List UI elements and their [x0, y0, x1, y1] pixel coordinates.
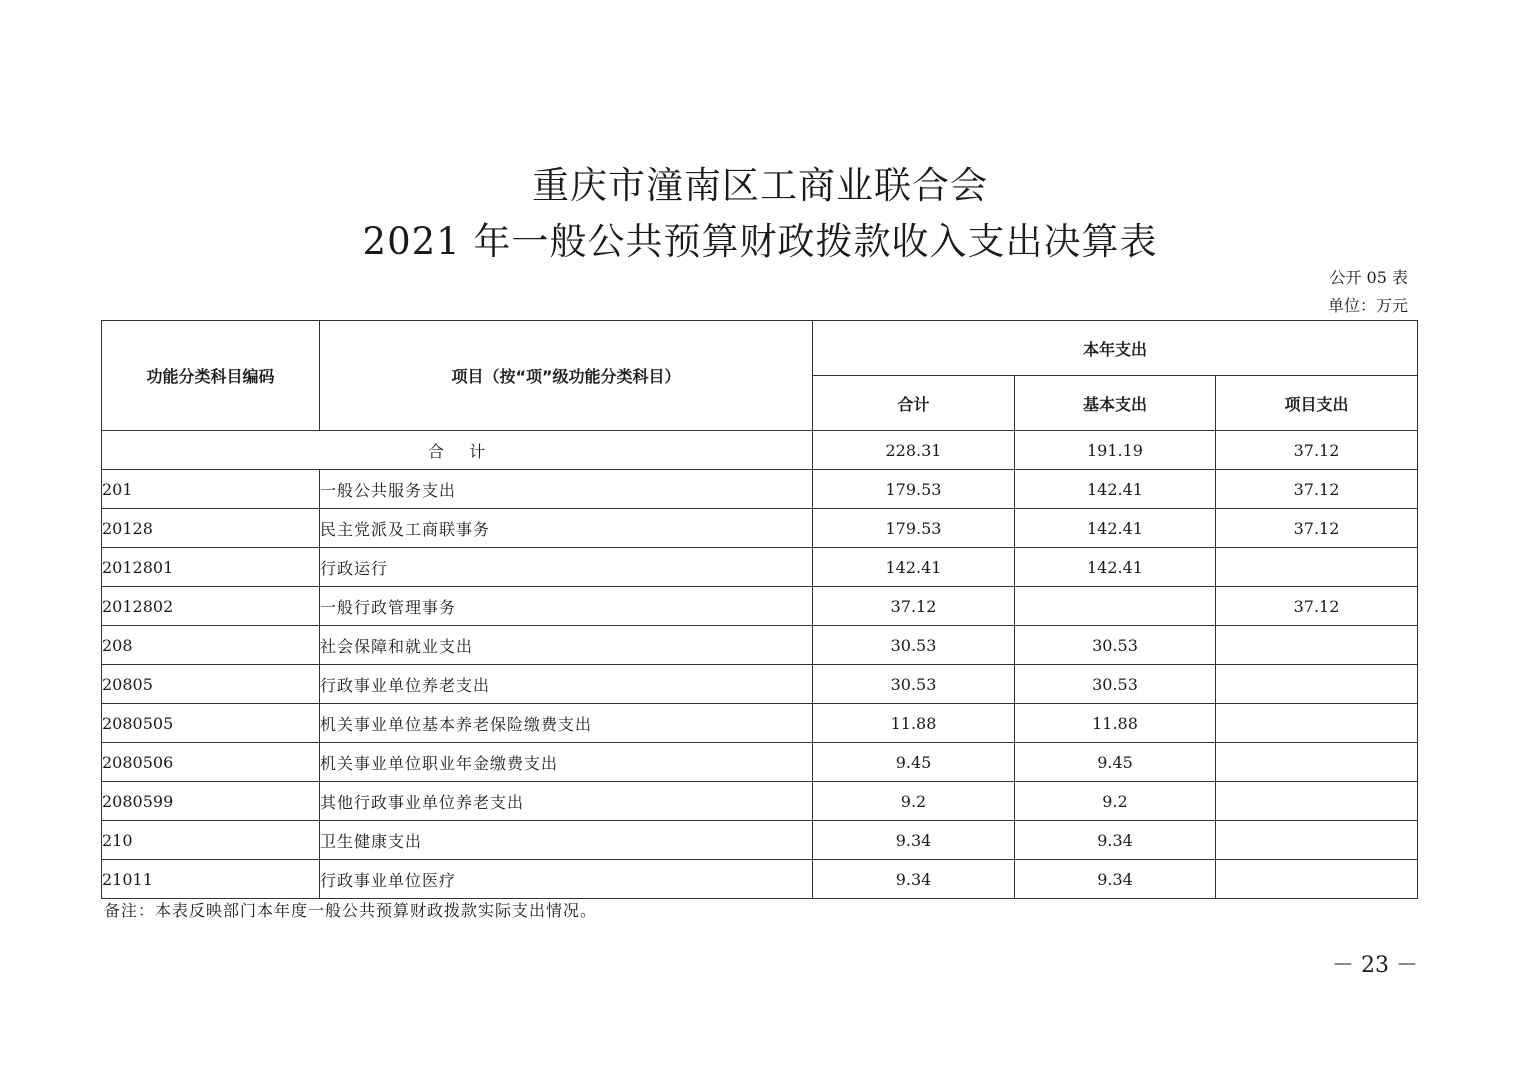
cell-code: 2080599 [102, 782, 320, 821]
cell-item-name: 卫生健康支出 [320, 821, 813, 860]
header-total: 合计 [813, 376, 1015, 431]
cell-project [1216, 743, 1418, 782]
total-total: 228.31 [813, 431, 1015, 470]
total-row [102, 431, 1418, 470]
cell-project [1216, 665, 1418, 704]
cell-code: 2080505 [102, 704, 320, 743]
cell-item-name: 其他行政事业单位养老支出 [320, 782, 813, 821]
total-label: 合 计 [102, 431, 813, 470]
cell-project [1216, 782, 1418, 821]
cell-project: 37.12 [1216, 470, 1418, 509]
cell-item-name: 一般公共服务支出 [320, 470, 813, 509]
table-row [102, 704, 1418, 743]
cell-item-name: 民主党派及工商联事务 [320, 509, 813, 548]
header-basic-expenditure: 基本支出 [1015, 376, 1216, 431]
cell-basic: 30.53 [1015, 665, 1216, 704]
cell-code: 20128 [102, 509, 320, 548]
cell-project: 37.12 [1216, 509, 1418, 548]
cell-basic: 9.2 [1015, 782, 1216, 821]
cell-code: 2012802 [102, 587, 320, 626]
cell-total: 37.12 [813, 587, 1015, 626]
table-row [102, 548, 1418, 587]
cell-code: 21011 [102, 860, 320, 899]
cell-basic: 142.41 [1015, 548, 1216, 587]
table-row [102, 665, 1418, 704]
cell-total: 30.53 [813, 665, 1015, 704]
table-row [102, 821, 1418, 860]
table-row [102, 470, 1418, 509]
cell-item-name: 一般行政管理事务 [320, 587, 813, 626]
table-row [102, 860, 1418, 899]
table-row [102, 626, 1418, 665]
cell-total: 179.53 [813, 509, 1015, 548]
cell-basic: 9.34 [1015, 821, 1216, 860]
total-basic: 191.19 [1015, 431, 1216, 470]
cell-code: 201 [102, 470, 320, 509]
cell-total: 30.53 [813, 626, 1015, 665]
total-project: 37.12 [1216, 431, 1418, 470]
cell-total: 11.88 [813, 704, 1015, 743]
budget-table [101, 320, 1418, 899]
cell-code: 2080506 [102, 743, 320, 782]
cell-code: 20805 [102, 665, 320, 704]
cell-item-name: 行政事业单位医疗 [320, 860, 813, 899]
cell-basic: 11.88 [1015, 704, 1216, 743]
cell-basic: 142.41 [1015, 509, 1216, 548]
cell-total: 9.34 [813, 860, 1015, 899]
table-row [102, 509, 1418, 548]
document-title: 重庆市潼南区工商业联合会 [532, 164, 988, 207]
footnote: 备注：本表反映部门本年度一般公共预算财政拨款实际支出情况。 [104, 901, 598, 920]
header-code: 功能分类科目编码 [102, 321, 320, 431]
cell-item-name: 机关事业单位基本养老保险缴费支出 [320, 704, 813, 743]
header-item: 项目（按“项”级功能分类科目） [320, 321, 813, 431]
cell-item-name: 行政事业单位养老支出 [320, 665, 813, 704]
cell-total: 142.41 [813, 548, 1015, 587]
cell-project [1216, 860, 1418, 899]
cell-code: 208 [102, 626, 320, 665]
cell-code: 210 [102, 821, 320, 860]
table-row [102, 587, 1418, 626]
cell-basic: 9.34 [1015, 860, 1216, 899]
cell-basic [1015, 587, 1216, 626]
cell-total: 9.2 [813, 782, 1015, 821]
table-row [102, 782, 1418, 821]
cell-project [1216, 548, 1418, 587]
cell-item-name: 社会保障和就业支出 [320, 626, 813, 665]
header-project-expenditure: 项目支出 [1216, 376, 1418, 431]
header-current-year-expenditure: 本年支出 [813, 321, 1418, 376]
form-number: 公开 05 表 [1329, 268, 1408, 287]
cell-total: 179.53 [813, 470, 1015, 509]
table-row [102, 743, 1418, 782]
document-subtitle: 2021 年一般公共预算财政拨款收入支出决算表 [362, 220, 1158, 263]
cell-basic: 9.45 [1015, 743, 1216, 782]
cell-project [1216, 821, 1418, 860]
cell-basic: 30.53 [1015, 626, 1216, 665]
cell-project [1216, 704, 1418, 743]
cell-project [1216, 626, 1418, 665]
cell-item-name: 行政运行 [320, 548, 813, 587]
unit-label: 单位：万元 [1327, 296, 1408, 315]
cell-basic: 142.41 [1015, 470, 1216, 509]
cell-code: 2012801 [102, 548, 320, 587]
cell-item-name: 机关事业单位职业年金缴费支出 [320, 743, 813, 782]
page-number: － 23 － [1332, 953, 1418, 978]
cell-project: 37.12 [1216, 587, 1418, 626]
cell-total: 9.34 [813, 821, 1015, 860]
cell-total: 9.45 [813, 743, 1015, 782]
